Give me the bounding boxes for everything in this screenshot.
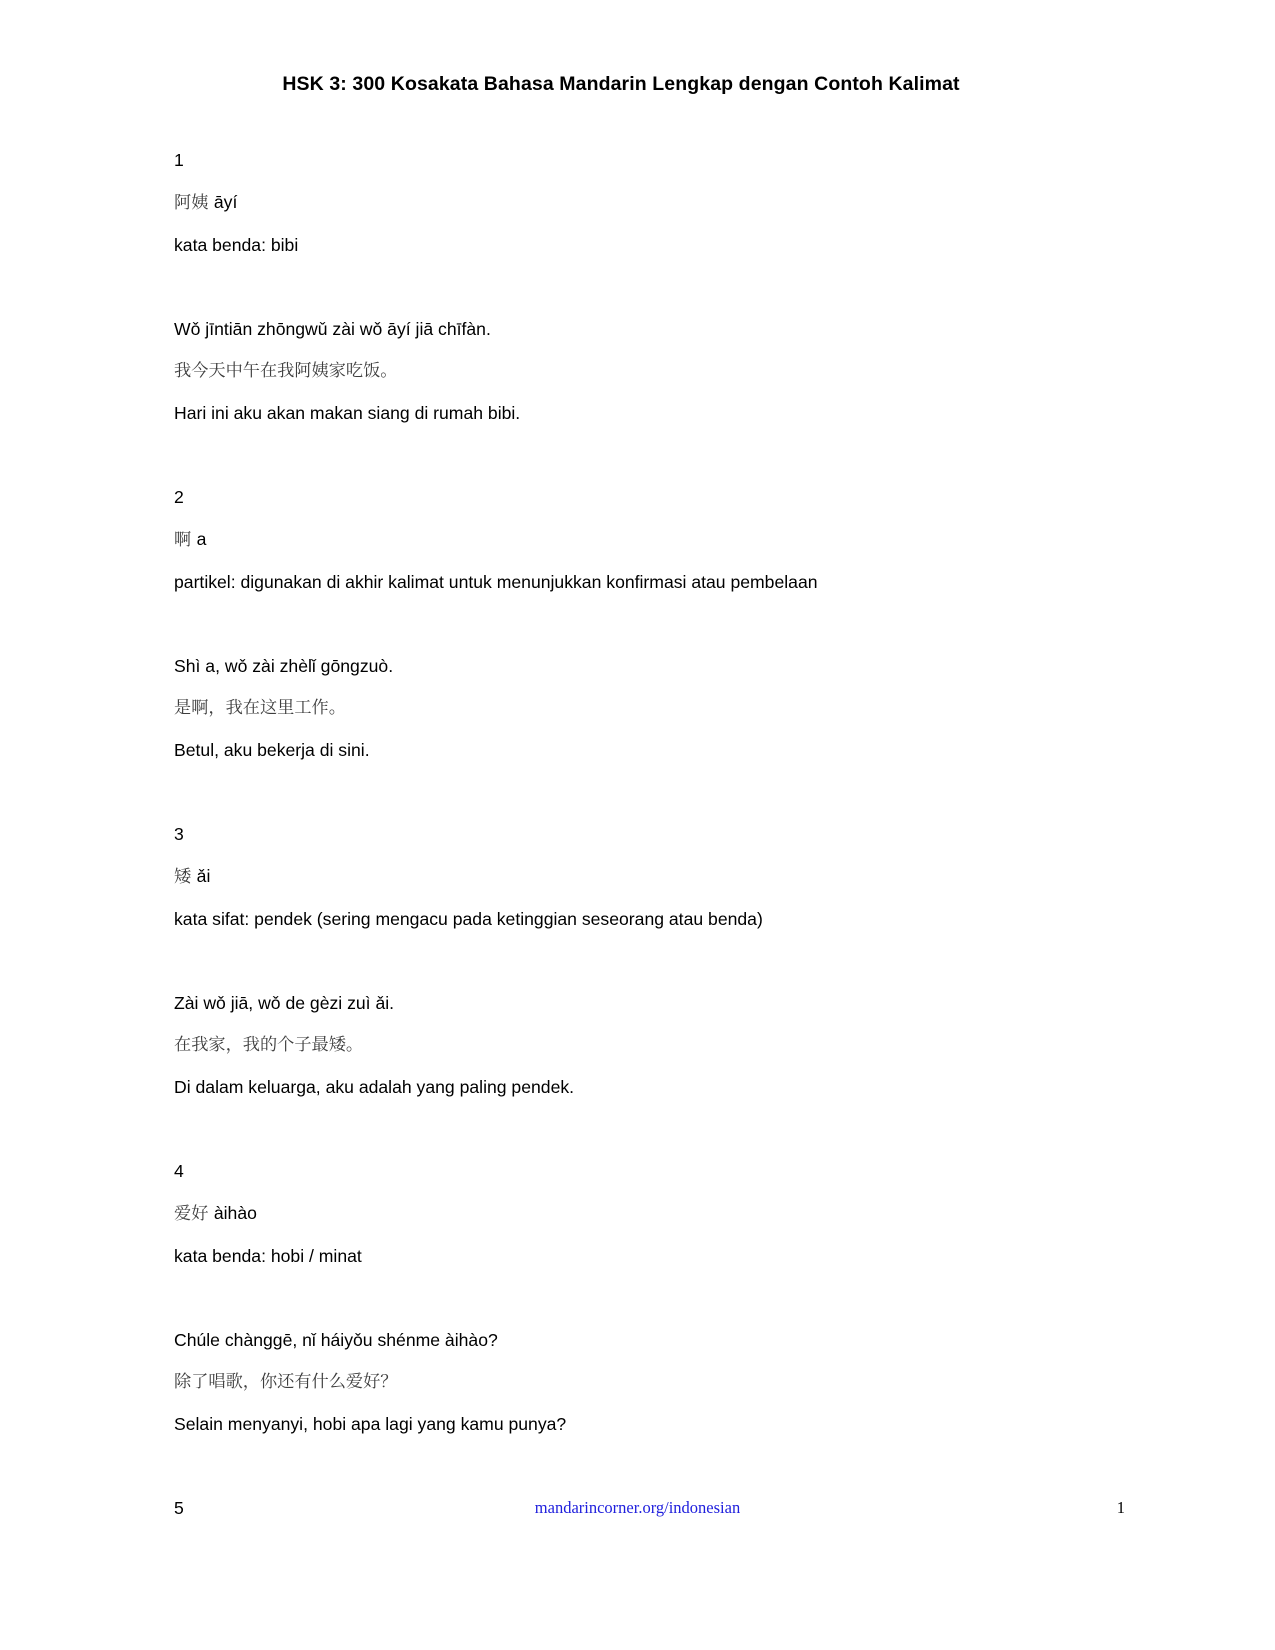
entry-definition: kata benda: hobi / minat <box>174 1246 362 1267</box>
entry-number: 2 <box>174 487 184 508</box>
headword-hanzi: 矮 <box>174 867 192 888</box>
entry-definition: kata benda: bibi <box>174 235 299 256</box>
example-pinyin: Wǒ jīntiān zhōngwǔ zài wǒ āyí jiā chīfàn. <box>174 319 491 340</box>
example-hanzi: 是啊，我在这里工作。 <box>174 698 346 719</box>
page-number: 1 <box>1116 1498 1125 1517</box>
entry-number: 1 <box>174 150 184 171</box>
entry-headword <box>174 181 1104 224</box>
vocab-entry <box>174 1150 1104 1445</box>
entry-inner-gap <box>174 1277 1104 1319</box>
example-hanzi: 我今天中午在我阿姨家吃饭。 <box>174 361 398 382</box>
example-translation: Selain menyanyi, hobi apa lagi yang kamu punya? <box>174 1414 567 1435</box>
headword-hanzi: 啊 <box>174 530 192 551</box>
entry-gap <box>174 1445 1104 1487</box>
example-translation: Hari ini aku akan makan siang di rumah bibi. <box>174 403 521 424</box>
vocab-entry <box>174 813 1104 1108</box>
headword-hanzi: 阿姨 <box>174 193 209 214</box>
entry-inner-gap <box>174 603 1104 645</box>
entry-number: 5 <box>174 1498 184 1519</box>
example-pinyin: Shì a, wǒ zài zhèlǐ gōngzuò. <box>174 656 394 677</box>
example-translation: Di dalam keluarga, aku adalah yang paling pendek. <box>174 1077 575 1098</box>
entry-definition: kata sifat: pendek (sering mengacu pada ketinggian seseorang atau benda) <box>174 909 763 930</box>
entry-number: 4 <box>174 1161 184 1182</box>
document-body <box>174 0 1104 1529</box>
example-translation: Betul, aku bekerja di sini. <box>174 740 370 761</box>
entry-headword <box>174 518 1104 561</box>
example-pinyin: Zài wǒ jiā, wǒ de gèzi zuì ǎi. <box>174 993 395 1014</box>
title-gap <box>174 97 1104 139</box>
entry-headword <box>174 855 1104 898</box>
entry-headword <box>174 1192 1104 1235</box>
headword-pinyin: àihào <box>213 1203 257 1224</box>
entry-gap <box>174 771 1104 813</box>
vocab-entry <box>174 139 1104 434</box>
headword-pinyin: ǎi <box>196 866 211 887</box>
page-title: HSK 3: 300 Kosakata Bahasa Mandarin Lengkap dengan Contoh Kalimat <box>282 73 960 95</box>
entry-inner-gap <box>174 940 1104 982</box>
entry-gap <box>174 434 1104 476</box>
page-footer <box>0 1498 1275 1528</box>
example-hanzi: 除了唱歌，你还有什么爱好？ <box>174 1372 398 1393</box>
example-pinyin: Chúle chànggē, nǐ háiyǒu shénme àihào? <box>174 1330 498 1351</box>
entry-number: 3 <box>174 824 184 845</box>
entry-gap <box>174 1108 1104 1150</box>
headword-pinyin: a <box>196 529 207 550</box>
vocab-entry <box>174 476 1104 771</box>
example-hanzi: 在我家，我的个子最矮。 <box>174 1035 364 1056</box>
headword-pinyin: āyí <box>213 192 238 213</box>
entry-inner-gap <box>174 266 1104 308</box>
footer-site-link[interactable]: mandarincorner.org/indonesian <box>534 1498 741 1517</box>
headword-hanzi: 爱好 <box>174 1204 209 1225</box>
entry-definition: partikel: digunakan di akhir kalimat untuk menunjukkan konfirmasi atau pembelaan <box>174 572 818 593</box>
